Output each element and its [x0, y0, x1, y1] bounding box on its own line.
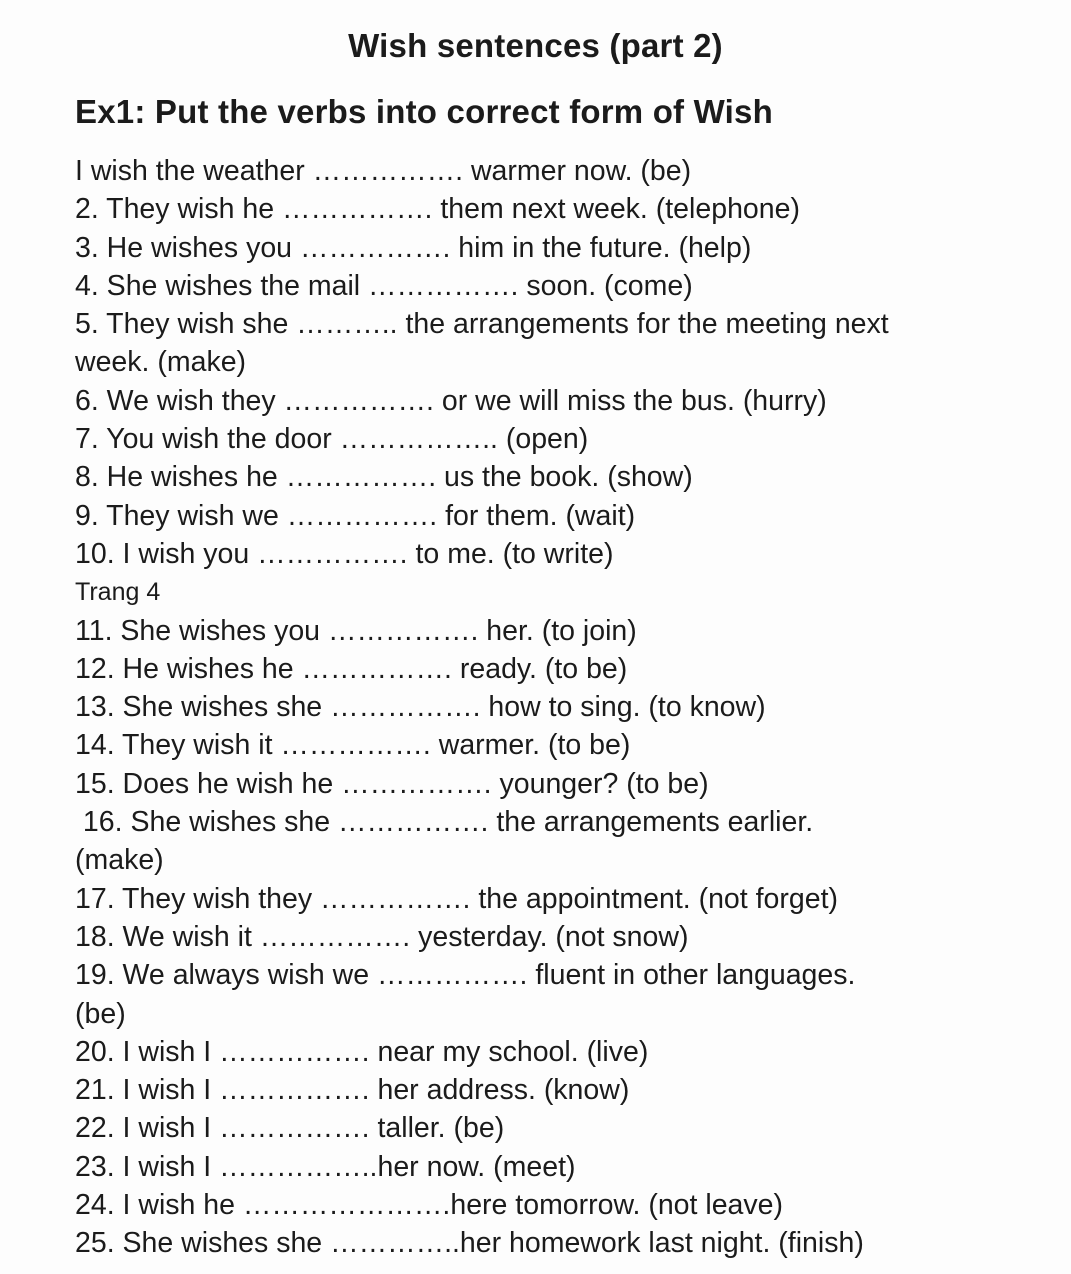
text-line: 14. They wish it ……………. warmer. (to be) — [75, 729, 631, 762]
text-line: (be) — [75, 997, 126, 1030]
text-line: 19. We always wish we ……………. fluent in other languages. — [75, 959, 856, 992]
text-line: 23. I wish I ……………..her now. (meet) — [75, 1150, 576, 1183]
text-line: week. (make) — [75, 346, 247, 379]
text-line: 10. I wish you ……………. to me. (to write) — [75, 537, 614, 570]
text-line: 12. He wishes he ……………. ready. (to be) — [75, 652, 628, 685]
text-line: (make) — [75, 844, 164, 877]
text-line: I wish the weather ……………. warmer now. (be) — [75, 155, 692, 187]
text-line: 5. They wish she ……….. the arrangements for the meeting next — [75, 308, 889, 341]
text-line: 13. She wishes she ……………. how to sing. (to know) — [75, 691, 766, 724]
page-note: Trang 4 — [75, 578, 161, 607]
page-title: Wish sentences (part 2) — [348, 27, 723, 64]
text-line: 7. You wish the door …………….. (open) — [75, 423, 589, 456]
text-line: 15. Does he wish he ……………. younger? (to be) — [75, 767, 709, 800]
exercise-body — [75, 152, 1001, 1263]
text-line: 18. We wish it ……………. yesterday. (not snow) — [75, 920, 689, 953]
text-line: 22. I wish I ……………. taller. (be) — [75, 1112, 505, 1145]
text-line: 2. They wish he ……………. them next week. (telephone) — [75, 193, 800, 226]
text-line: 3. He wishes you ……………. him in the future. (help) — [75, 231, 752, 264]
text-line: 6. We wish they ……………. or we will miss the bus. (hurry) — [75, 384, 827, 417]
exercise-heading: Ex1: Put the verbs into correct form of Wish — [75, 93, 773, 130]
text-line: 4. She wishes the mail ……………. soon. (come) — [75, 269, 693, 302]
text-line: 11. She wishes you ……………. her. (to join) — [75, 614, 637, 647]
text-line: 8. He wishes he ……………. us the book. (show) — [75, 461, 693, 494]
text-line: 17. They wish they ……………. the appointment. (not forget) — [75, 882, 838, 915]
text-line: 20. I wish I ……………. near my school. (live) — [75, 1035, 649, 1068]
text-line: 24. I wish he ………………….here tomorrow. (not leave) — [75, 1189, 783, 1222]
text-line: 9. They wish we ……………. for them. (wait) — [75, 499, 636, 532]
text-line: 16. She wishes she ……………. the arrangements earlier. — [75, 806, 814, 839]
text-line: 25. She wishes she …………..her homework last night. (finish) — [75, 1227, 864, 1260]
text-line: 21. I wish I ……………. her address. (know) — [75, 1074, 630, 1107]
